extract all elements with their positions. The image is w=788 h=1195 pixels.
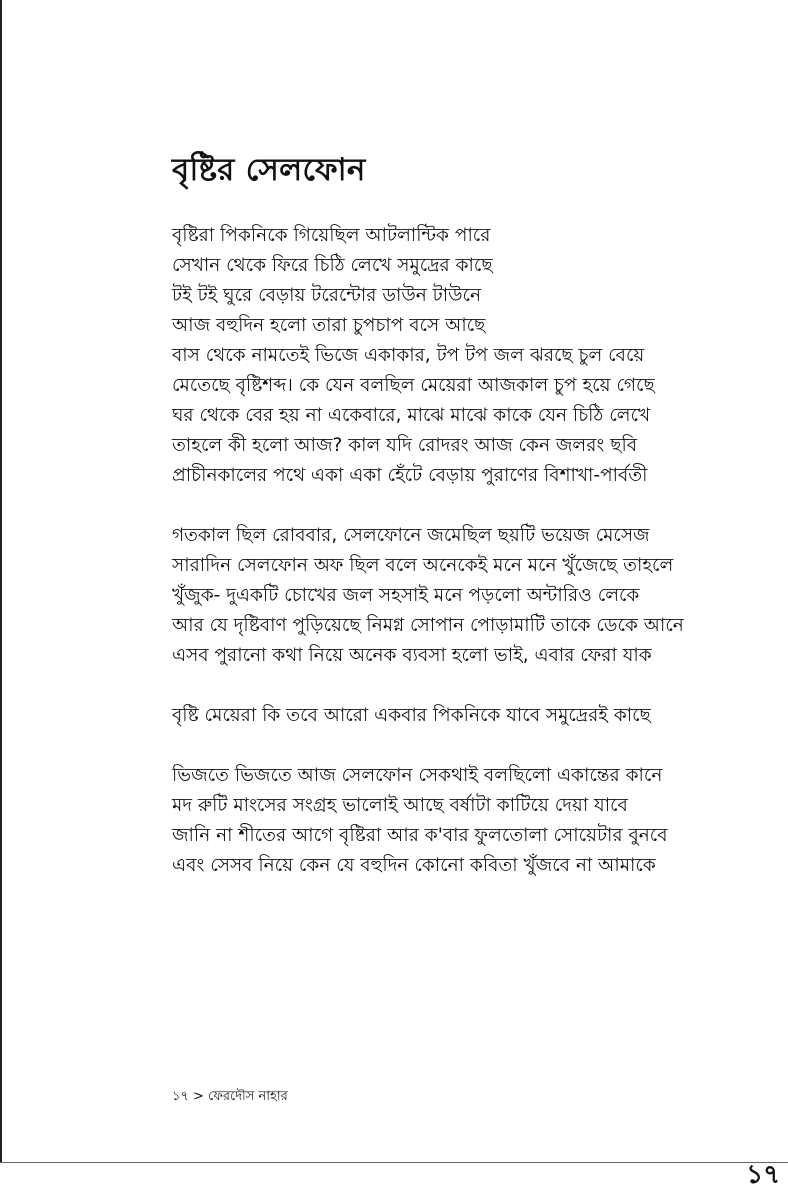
stanza-3 [172,701,732,731]
poem-line: ঘর থেকে বের হয় না একেবারে, মাঝে মাঝে কাকে যেন চিঠি লেখে [172,405,651,426]
poem-line: ভিজতে ভিজতে আজ সেলফোন সেকথাই বলছিলো একান্তের কানে [172,765,663,786]
poem-line: সারাদিন সেলফোন অফ ছিল বলে অনেকেই মনে মনে খুঁজেছে তাহলে [172,555,674,576]
poem-line: সেখান থেকে ফিরে চিঠি লেখে সমুদ্রের কাছে [172,255,493,276]
stanza-4 [172,761,732,881]
footer-credit: ১৭ > ফেরদৌস নাহার [172,1089,288,1104]
poem-line: জানি না শীতের আগে বৃষ্টিরা আর ক'বার ফুলতোলা সোয়েটার বুনবে [172,825,668,846]
stanza-2 [172,521,732,671]
poem-line: গতকাল ছিল রোববার, সেলফোনে জমেছিল ছয়টি ভয়েজ মেসেজ [172,525,650,546]
poem-line: বাস থেকে নামতেই ভিজে একাকার, টপ টপ জল ঝরছে চুল বেয়ে [172,345,645,366]
poem-line: মেতেছে বৃষ্টিশব্দ। কে যেন বলছিল মেয়েরা আজকাল চুপ হয়ে গেছে [172,375,655,396]
poem-line: প্রাচীনকালের পথে একা একা হেঁটে বেড়ায় পুরাণের বিশাখা-পার্বতী [172,465,648,486]
poem-line: তাহলে কী হলো আজ? কাল যদি রোদরং আজ কেন জলরং ছবি [172,435,638,456]
poem-body [172,221,732,911]
poem-line: আর যে দৃষ্টিবাণ পুড়িয়েছে নিমগ্ন সোপান পোড়ামাটি তাকে ডেকে আনে [172,615,684,636]
poem-line: এবং সেসব নিয়ে কেন যে বহুদিন কোনো কবিতা খুঁজবে না আমাকে [172,855,656,876]
bottom-border-line [0,1162,788,1163]
poem-line: বৃষ্টি মেয়েরা কি তবে আরো একবার পিকনিকে যাবে সমুদ্রেরই কাছে [172,705,651,726]
poem-title: বৃষ্টির সেলফোন [172,152,366,188]
left-border-line [0,0,2,1163]
poem-line: এসব পুরানো কথা নিয়ে অনেক ব্যবসা হলো ভাই, এবার ফেরা যাক [172,645,652,666]
poem-line: আজ বহুদিন হলো তারা চুপচাপ বসে আছে [172,315,486,336]
poem-line: খুঁজুক- দুএকটি চোখের জল সহসাই মনে পড়লো অন্টারিও লেকে [172,585,640,606]
poem-line: টই টই ঘুরে বেড়ায় টরেন্টোর ডাউন টাউনে [172,285,481,306]
poem-line: বৃষ্টিরা পিকনিকে গিয়েছিল আটলান্টিক পারে [172,225,491,246]
stanza-1 [172,221,732,491]
page-number: ১৭ [746,1160,780,1190]
poem-line: মদ রুটি মাংসের সংগ্রহ ভালোই আছে বর্ষাটা কাটিয়ে দেয়া যাবে [172,795,628,816]
